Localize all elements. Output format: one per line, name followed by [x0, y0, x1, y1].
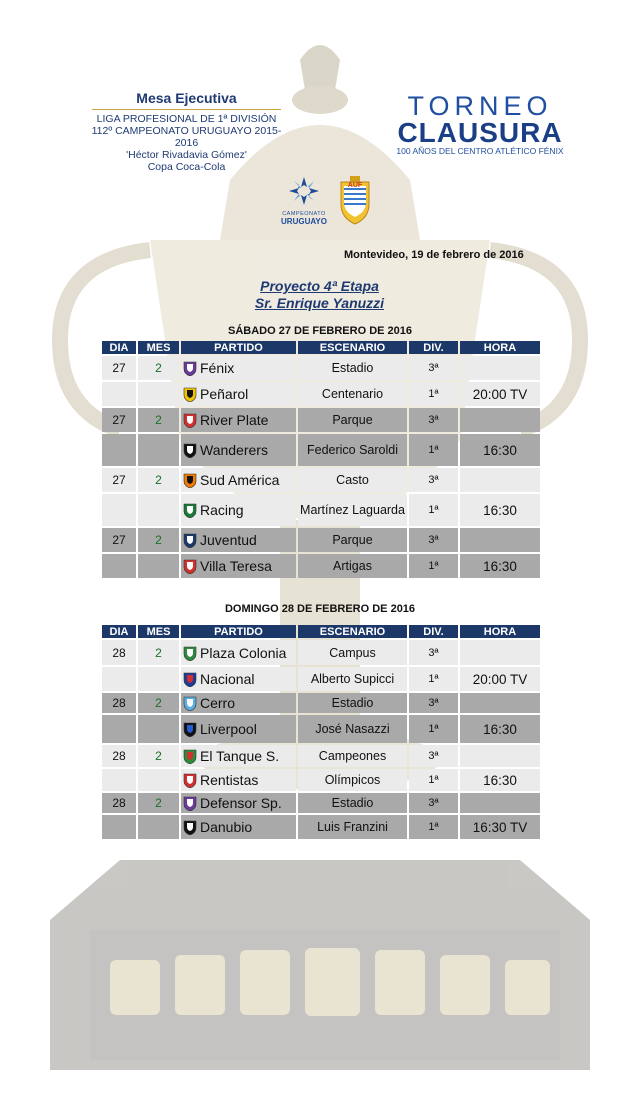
cell-partido: [181, 745, 296, 767]
cell-escenario: Centenario: [298, 382, 407, 406]
col-hora: HORA: [460, 341, 540, 354]
sunday-fixture-table: [100, 623, 542, 841]
cell-mes: 2: [138, 793, 179, 813]
cell-dia: 27: [102, 356, 136, 380]
proyecto-author: Sr. Enrique Yanuzzi: [254, 295, 385, 311]
el-tanque-crest-icon: [183, 749, 197, 764]
proyecto-title: [0, 278, 639, 312]
cerro-crest-icon: [183, 696, 197, 711]
cell-partido: [181, 382, 296, 406]
cell-dia: [102, 715, 136, 743]
cell-partido: [181, 468, 296, 492]
cell-mes: 2: [138, 528, 179, 552]
cell-dia: [102, 554, 136, 578]
col-partido: PARTIDO: [181, 625, 296, 638]
cell-div: 3ª: [409, 745, 458, 767]
cell-hora: 20:00 TV: [460, 667, 540, 691]
cell-escenario: Estadio: [298, 793, 407, 813]
table-header-row: [102, 625, 540, 638]
cell-hora: 16:30: [460, 554, 540, 578]
table-row: [102, 745, 540, 767]
table-row: [102, 408, 540, 432]
table-row: [102, 667, 540, 691]
sud-america-crest-icon: [183, 473, 197, 488]
liverpool-crest-icon: [183, 722, 197, 737]
campeonato-uruguayo-logo: [278, 176, 330, 226]
cell-div: 1ª: [409, 554, 458, 578]
cell-partido: [181, 693, 296, 713]
table-row: [102, 554, 540, 578]
table-row: [102, 769, 540, 791]
cell-escenario: Casto: [298, 468, 407, 492]
cell-mes: [138, 667, 179, 691]
cell-dia: [102, 667, 136, 691]
cell-mes: [138, 434, 179, 466]
table-header-row: [102, 341, 540, 354]
cell-dia: 27: [102, 468, 136, 492]
col-escenario: ESCENARIO: [298, 341, 407, 354]
cell-div: 1ª: [409, 815, 458, 839]
cell-mes: 2: [138, 468, 179, 492]
team-name: Danubio: [200, 819, 253, 835]
cell-partido: [181, 815, 296, 839]
cell-div: 1ª: [409, 769, 458, 791]
cell-mes: [138, 815, 179, 839]
cell-escenario: Estadio: [298, 356, 407, 380]
team-name: Juventud: [200, 532, 257, 548]
col-partido: PARTIDO: [181, 341, 296, 354]
col-mes: MES: [138, 625, 179, 638]
cell-escenario: Federico Saroldi: [298, 434, 407, 466]
cell-escenario: Alberto Supicci: [298, 667, 407, 691]
team-name: Liverpool: [200, 721, 257, 737]
cell-hora: [460, 793, 540, 813]
header-divider: [92, 109, 281, 110]
cell-div: 3ª: [409, 793, 458, 813]
copa-line: Copa Coca-Cola: [147, 161, 226, 173]
table-row: [102, 528, 540, 552]
cell-mes: [138, 769, 179, 791]
cu-logo-top: CAMPEONATO: [282, 211, 326, 217]
cell-div: 1ª: [409, 382, 458, 406]
mesa-ejecutiva-title: Mesa Ejecutiva: [136, 90, 237, 106]
cell-partido: [181, 640, 296, 665]
cell-dia: 27: [102, 408, 136, 432]
table-row: [102, 715, 540, 743]
torneo-word: TORNEO: [407, 91, 553, 121]
team-name: Villa Teresa: [200, 558, 272, 574]
team-name: Wanderers: [200, 442, 268, 458]
team-name: Cerro: [200, 695, 236, 711]
team-name: Racing: [200, 502, 244, 518]
cell-div: 3ª: [409, 468, 458, 492]
team-name: El Tanque S.: [200, 748, 280, 764]
table-row: [102, 356, 540, 380]
cell-mes: [138, 494, 179, 526]
torneo-subtitle: 100 AÑOS DEL CENTRO ATLÉTICO FÉNIX: [396, 146, 564, 156]
nacional-crest-icon: [183, 672, 197, 687]
cell-partido: [181, 667, 296, 691]
col-escenario: ESCENARIO: [298, 625, 407, 638]
cell-escenario: Martínez Laguarda: [298, 494, 407, 526]
table-row: [102, 468, 540, 492]
cell-dia: [102, 382, 136, 406]
cell-div: 3ª: [409, 640, 458, 665]
star-logo-icon: [287, 176, 321, 206]
col-div: DIV.: [409, 625, 458, 638]
cell-dia: [102, 769, 136, 791]
cell-div: 1ª: [409, 715, 458, 743]
cell-mes: 2: [138, 693, 179, 713]
cell-escenario: Campeones: [298, 745, 407, 767]
cell-hora: [460, 528, 540, 552]
juventud-crest-icon: [183, 533, 197, 548]
clausura-word: CLAUSURA: [397, 117, 563, 148]
cell-dia: [102, 434, 136, 466]
cell-partido: [181, 528, 296, 552]
cell-partido: [181, 434, 296, 466]
sunday-title: DOMINGO 28 DE FEBRERO DE 2016: [224, 603, 416, 615]
villa-teresa-crest-icon: [183, 559, 197, 574]
cell-mes: 2: [138, 745, 179, 767]
date-line: Montevideo, 19 de febrero de 2016: [344, 249, 524, 261]
cell-escenario: Parque: [298, 408, 407, 432]
defensor-crest-icon: [183, 796, 197, 811]
liga-line: LIGA PROFESIONAL DE 1ª DIVISIÓN: [96, 113, 277, 125]
team-name: River Plate: [200, 412, 269, 428]
cell-hora: 20:00 TV: [460, 382, 540, 406]
cell-escenario: Campus: [298, 640, 407, 665]
cell-div: 1ª: [409, 434, 458, 466]
cell-hora: 16:30 TV: [460, 815, 540, 839]
cell-escenario: Olímpicos: [298, 769, 407, 791]
cell-dia: 28: [102, 793, 136, 813]
cell-hora: 16:30: [460, 494, 540, 526]
col-hora: HORA: [460, 625, 540, 638]
cell-mes: [138, 554, 179, 578]
campeonato-line: 112º CAMPEONATO URUGUAYO 2015-2016: [91, 125, 282, 149]
cell-div: 1ª: [409, 494, 458, 526]
penarol-crest-icon: [183, 387, 197, 402]
cell-partido: [181, 356, 296, 380]
saturday-fixture-table: [100, 339, 542, 580]
col-mes: MES: [138, 341, 179, 354]
table-row: [102, 434, 540, 466]
cell-dia: 28: [102, 745, 136, 767]
table-row: [102, 382, 540, 406]
cell-mes: 2: [138, 408, 179, 432]
cell-partido: [181, 793, 296, 813]
cell-dia: [102, 815, 136, 839]
table-row: [102, 815, 540, 839]
cell-hora: 16:30: [460, 434, 540, 466]
cell-div: 3ª: [409, 528, 458, 552]
table-row: [102, 793, 540, 813]
cell-div: 3ª: [409, 408, 458, 432]
cell-div: 3ª: [409, 693, 458, 713]
river-plate-crest-icon: [183, 413, 197, 428]
cell-escenario: Estadio: [298, 693, 407, 713]
league-header: [84, 90, 289, 173]
fenix-crest-icon: [183, 361, 197, 376]
team-name: Rentistas: [200, 772, 259, 788]
cell-hora: 16:30: [460, 769, 540, 791]
auf-shield-icon: [338, 176, 372, 226]
team-name: Sud América: [200, 472, 280, 488]
cell-div: 1ª: [409, 667, 458, 691]
cell-dia: 28: [102, 640, 136, 665]
team-name: Fénix: [200, 360, 235, 376]
cell-dia: 28: [102, 693, 136, 713]
team-name: Peñarol: [200, 386, 249, 402]
cell-partido: [181, 769, 296, 791]
table-row: [102, 693, 540, 713]
col-div: DIV.: [409, 341, 458, 354]
team-name: Nacional: [200, 671, 255, 687]
col-dia: DIA: [102, 625, 136, 638]
cell-div: 3ª: [409, 356, 458, 380]
cell-dia: 27: [102, 528, 136, 552]
cell-escenario: Parque: [298, 528, 407, 552]
cell-hora: [460, 408, 540, 432]
cell-hora: [460, 640, 540, 665]
cell-partido: [181, 408, 296, 432]
cell-partido: [181, 554, 296, 578]
cell-hora: [460, 468, 540, 492]
cell-dia: [102, 494, 136, 526]
racing-crest-icon: [183, 503, 197, 518]
cell-partido: [181, 715, 296, 743]
cell-mes: [138, 382, 179, 406]
cell-hora: 16:30: [460, 715, 540, 743]
team-name: Plaza Colonia: [200, 644, 287, 661]
cell-mes: 2: [138, 640, 179, 665]
cell-escenario: José Nasazzi: [298, 715, 407, 743]
auf-shield-lettering: AUF: [347, 182, 363, 189]
proyecto-line: Proyecto 4ª Etapa: [260, 278, 379, 294]
plaza-colonia-crest-icon: [183, 646, 197, 661]
table-row: [102, 494, 540, 526]
cell-partido: [181, 494, 296, 526]
col-dia: DIA: [102, 341, 136, 354]
wanderers-crest-icon: [183, 443, 197, 458]
table-row: [102, 640, 540, 665]
team-name: Defensor Sp.: [200, 795, 282, 811]
saturday-title: SÁBADO 27 DE FEBRERO DE 2016: [228, 325, 412, 337]
cell-mes: 2: [138, 356, 179, 380]
cu-logo-bottom: URUGUAYO: [281, 217, 327, 226]
cell-hora: [460, 693, 540, 713]
danubio-crest-icon: [183, 820, 197, 835]
cell-escenario: Artigas: [298, 554, 407, 578]
torneo-clausura-logo: [390, 92, 570, 157]
cell-escenario: Luis Franzini: [298, 815, 407, 839]
cell-hora: [460, 356, 540, 380]
cell-mes: [138, 715, 179, 743]
cell-hora: [460, 745, 540, 767]
homenaje-line: 'Héctor Rivadavia Gómez': [126, 149, 247, 161]
rentistas-crest-icon: [183, 773, 197, 788]
